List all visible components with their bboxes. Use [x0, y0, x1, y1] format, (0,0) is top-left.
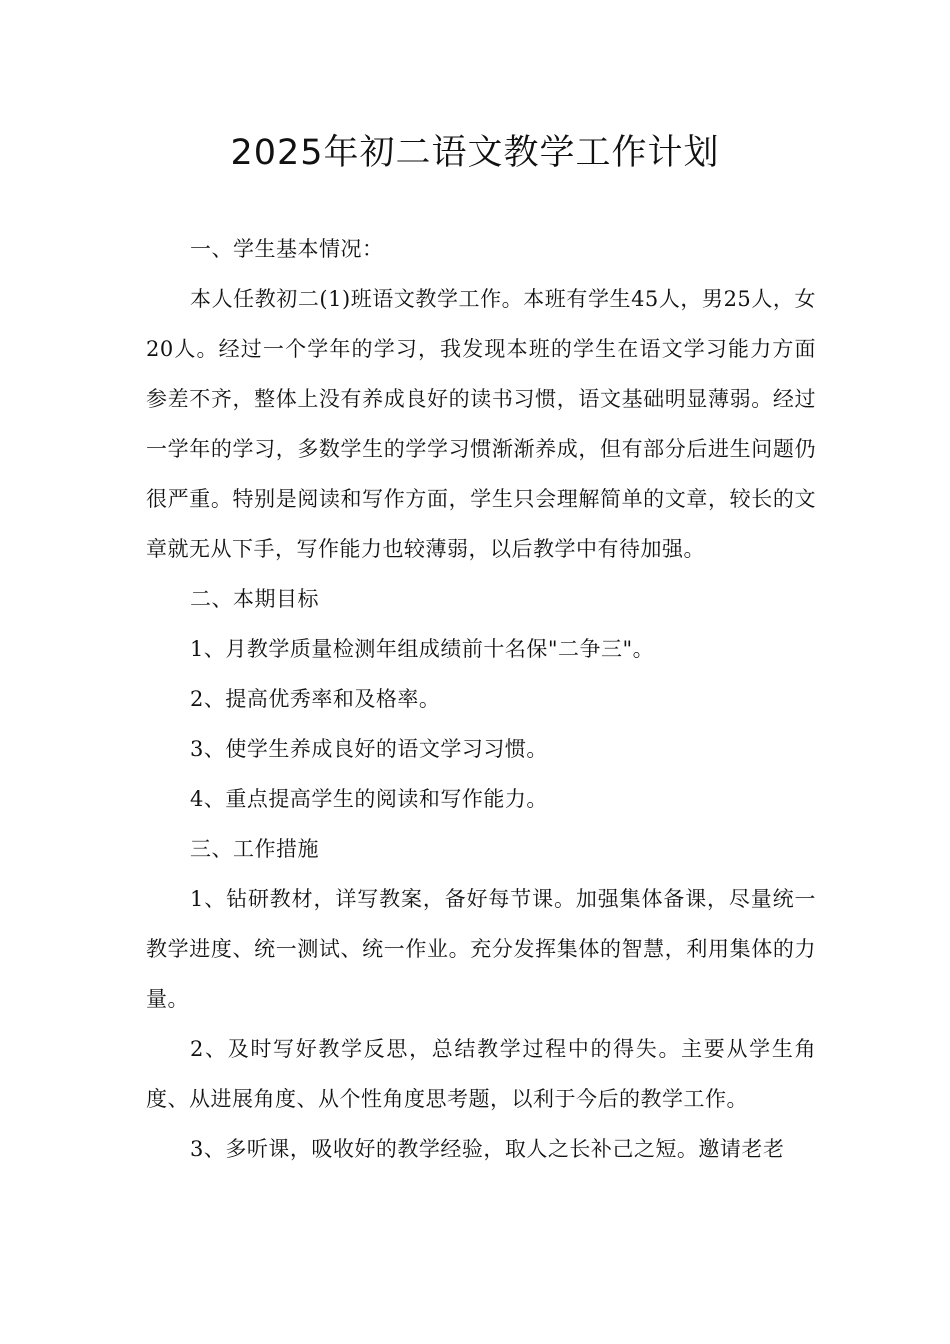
measure-item-1: 1、钻研教材，详写教案，备好每节课。加强集体备课，尽量统一教学进度、统一测试、统一作业。充分发挥集体的智慧，利用集体的力量。 — [146, 887, 816, 1011]
document-title: 2025年初二语文教学工作计划 — [230, 133, 720, 173]
section-heading-student-situation: 一、学生基本情况： — [190, 237, 384, 261]
section-heading-measures: 三、工作措施 — [190, 837, 319, 861]
document-body — [146, 224, 816, 1174]
goal-item-2: 2、提高优秀率和及格率。 — [190, 687, 441, 711]
measure-item-3: 3、多听课，吸收好的教学经验，取人之长补己之短。邀请老老 — [190, 1137, 785, 1161]
goal-item-1: 1、月教学质量检测年组成绩前十名保"二争三"。 — [190, 637, 655, 661]
section-heading-goals: 二、本期目标 — [190, 587, 319, 611]
goal-item-3: 3、使学生养成良好的语文学习习惯。 — [190, 737, 548, 761]
paragraph-student-situation: 本人任教初二(1)班语文教学工作。本班有学生45人，男25人，女20人。经过一个学年的学习，我发现本班的学生在语文学习能力方面参差不齐，整体上没有养成良好的读书习惯，语文基础明显薄弱。经过一学年的学习，多数学生的学学习惯渐渐养成，但有部分后进生问题仍很严重。特别是阅读和写作方面，学生只会理解简单的文章，较长的文章就无从下手，写作能力也较薄弱，以后教学中有待加强。 — [146, 287, 816, 561]
measure-item-2: 2、及时写好教学反思，总结教学过程中的得失。主要从学生角度、从进展角度、从个性角度思考题，以利于今后的教学工作。 — [146, 1037, 816, 1111]
goal-item-4: 4、重点提高学生的阅读和写作能力。 — [190, 787, 548, 811]
